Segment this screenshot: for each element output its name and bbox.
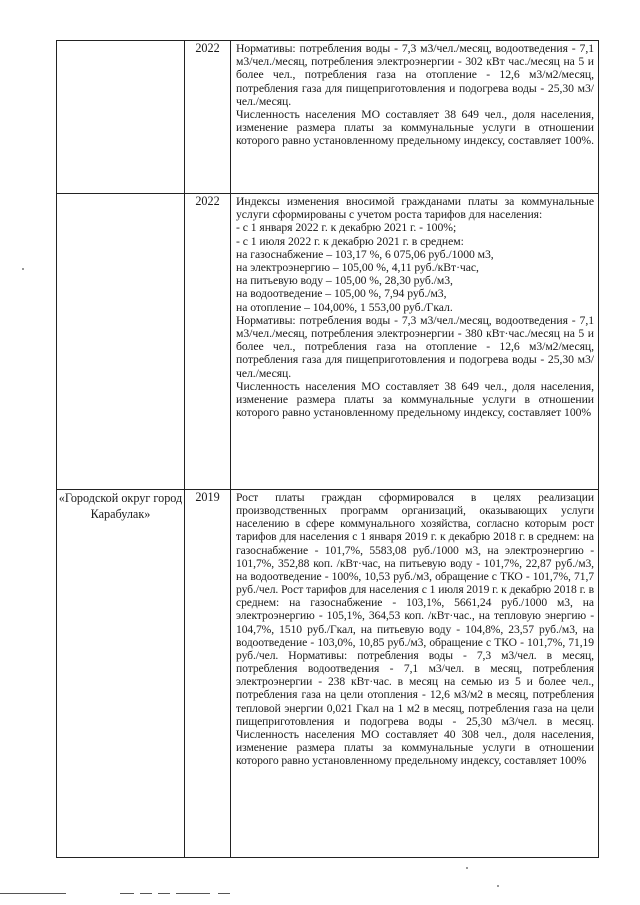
description-cell xyxy=(231,41,599,194)
scan-artifact-line xyxy=(140,893,152,894)
description-cell xyxy=(231,490,599,858)
tariff-line: на газоснабжение – 103,17 %, 6 075,06 руб./1000 м3, xyxy=(236,247,494,261)
population-paragraph: Численность населения МО составляет 38 649 чел., доля населения, изменение размера платы за коммунальные услуги в отношении которого равно установленному предельному индексу, составляет 100%. xyxy=(236,108,594,148)
table-row xyxy=(57,490,599,858)
growth-paragraph: Рост платы граждан сформировался в целях реализации производственных программ организаций, оказывающих услуги населению в сфере коммунального хозяйства, согласно которым рост тарифов для населения с 1 января 2019 г. к декабрю 2018 г. в среднем: на газоснабжение - 101,7%, 5583,08 руб./1000 м3, на электроэнергию - 101,7%, 352,88 коп. /кВт·час, на питьевую воду - 101,7%, 22,87 руб./м3, на водоотведение - 100%, 10,53 руб./м3, обращение с ТКО - 101,7%, 71,7 руб./чел. Рост тарифов для населения с 1 июля 2019 г. к декабрю 2018 г. в среднем: на газоснабжение - 103,1%, 5661,24 руб./1000 м3, на электроэнергию - 105,1%, 364,53 коп. /кВт·час., на тепловую энергию - 104,7%, 1510 руб./Гкал, на питьевую воду - 104,8%, 23,57 руб./м3, на водоотведение - 103,0%, 10,85 руб./м3, обращение с ТКО - 101,7%, 71,19 руб./чел. Нормативы: потребления воды - 7,3 м3/чел. в месяц, потребления водоотведения - 7,1 м3/чел. в месяц, потребления электроэнергии - 238 кВт·час. в месяц на семью из 5 и более чел., потребления газа на цели отопления - 12,6 м3/м2 в месяц, потребления тепловой энергии 0,021 Гкал на 1 м2 в месяц, потребления газа на цели пищеприготовления и подогрева воды - 25,30 м3/чел. в месяц. Численность населения МО составляет 40 308 чел., доля населения, изменение размера платы за коммунальные услуги в отношении которого равно установленному предельному индексу, составляет 100% xyxy=(236,491,594,768)
scan-artifact-line xyxy=(120,893,134,894)
scan-artifact-line xyxy=(158,893,170,894)
year-value: 2019 xyxy=(195,490,220,504)
population-paragraph: Численность населения МО составляет 38 649 чел., доля населения, изменение размера платы за коммунальные услуги в отношении которого равно установленному предельному индексу, составляет 100% xyxy=(236,379,594,420)
scan-artifact-line xyxy=(176,893,210,894)
tariff-line: - с 1 июля 2022 г. к декабрю 2021 г. в среднем: xyxy=(236,234,464,248)
tariff-table xyxy=(56,40,599,858)
norms-paragraph: Нормативы: потребления воды - 7,3 м3/чел./месяц, водоотведения - 7,1 м3/чел./месяц, потребления электроэнергии - 302 кВт час./месяц на 5 и более чел., потребления газа на отопление - 12,6 м3/м2/месяц, потребления газа для пищеприготовления и подогрева воды - 25,30 м3/чел./месяц. xyxy=(236,42,594,108)
indices-intro: Индексы изменения вносимой гражданами платы за коммунальные услуги сформированы с учетом роста тарифов для населения: xyxy=(236,195,594,222)
year-cell xyxy=(185,490,231,858)
scan-speck xyxy=(22,268,24,270)
municipality-cell xyxy=(57,41,185,194)
year-cell xyxy=(185,41,231,194)
municipality-name: «Городской округ город Карабулак» xyxy=(58,491,183,521)
scan-artifact-line xyxy=(218,893,230,894)
description-cell xyxy=(231,194,599,490)
municipality-cell xyxy=(57,490,185,858)
year-value: 2022 xyxy=(195,41,220,55)
scan-artifact-line xyxy=(0,893,66,894)
table-row xyxy=(57,194,599,490)
table-row xyxy=(57,41,599,194)
scan-speck xyxy=(497,885,499,887)
tariff-line: на водоотведение – 105,00 %, 7,94 руб./м3, xyxy=(236,287,447,301)
tariff-line: на электроэнергию – 105,00 %, 4,11 руб./кВт·час, xyxy=(236,261,479,275)
scan-speck xyxy=(466,867,468,869)
municipality-cell xyxy=(57,194,185,490)
year-value: 2022 xyxy=(195,194,220,208)
year-cell xyxy=(185,194,231,490)
norms-paragraph: Нормативы: потребления воды - 7,3 м3/чел./месяц, водоотведения - 7,1 м3/чел./месяц, потребления электроэнергии - 380 кВт·час./месяц на 5 и более чел., потребления газа на отопление - 12,6 м3/м2/месяц, потребления газа для пищеприготовления и подогрева воды - 25,30 м3/чел./месяц. xyxy=(236,313,594,380)
tariff-line: на отопление – 104,00%, 1 553,00 руб./Гкал. xyxy=(236,300,453,314)
tariff-line: на питьевую воду – 105,00 %, 28,30 руб./м3, xyxy=(236,274,453,288)
tariff-line: - с 1 января 2022 г. к декабрю 2021 г. - 100%; xyxy=(236,221,457,235)
